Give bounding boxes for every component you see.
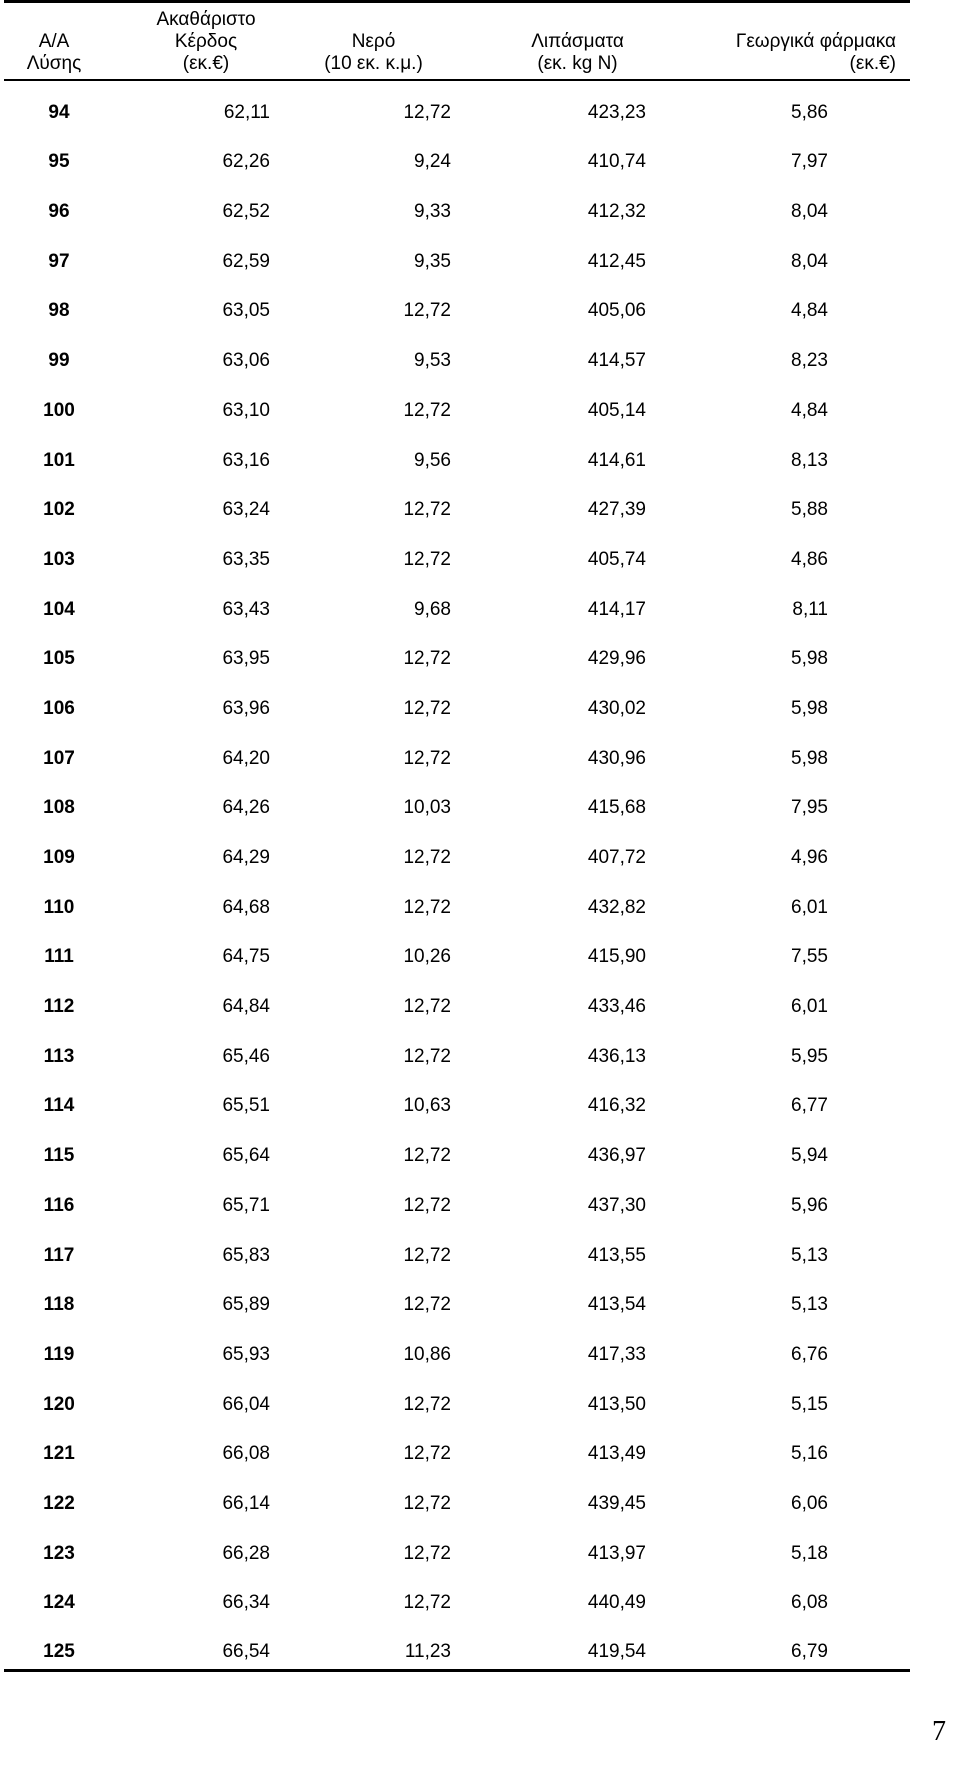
fertilizers-cell: 416,32 — [587, 1095, 646, 1117]
solution-id-cell: 114 — [43, 1095, 75, 1117]
fertilizers-cell: 437,30 — [587, 1194, 646, 1216]
header-water: Νερό (10 εκ. κ.μ.) — [272, 2, 465, 81]
pesticides-cell: 5,15 — [791, 1393, 828, 1415]
solution-id-cell: 122 — [43, 1492, 75, 1514]
water-cell: 12,72 — [403, 499, 451, 521]
water-cell: 10,63 — [403, 1095, 451, 1117]
solution-id-cell: 110 — [43, 896, 75, 918]
fertilizers-cell: 413,49 — [587, 1443, 646, 1465]
pesticides-cell: 6,06 — [791, 1492, 828, 1514]
water-cell: 9,24 — [414, 151, 451, 173]
pesticides-cell: 4,96 — [791, 847, 828, 868]
gross-profit-cell: 65,46 — [222, 1045, 270, 1067]
pesticides-cell: 8,11 — [792, 598, 828, 620]
fertilizers-cell: 405,74 — [587, 548, 646, 570]
gross-profit-cell: 66,54 — [104, 1620, 272, 1670]
table-row — [4, 1273, 910, 1323]
gross-profit-cell: 64,68 — [222, 896, 270, 918]
gross-profit-cell: 66,28 — [222, 1542, 270, 1564]
gross-profit-cell: 65,93 — [222, 1343, 270, 1365]
table-row — [4, 974, 910, 1024]
fertilizers-cell: 414,61 — [587, 449, 646, 471]
solution-id-cell: 96 — [48, 201, 70, 223]
page-number: 7 — [932, 1716, 946, 1747]
gross-profit-cell: 65,71 — [222, 1194, 270, 1216]
fertilizers-cell: 414,57 — [587, 350, 646, 372]
pesticides-cell: 5,16 — [791, 1443, 828, 1465]
solution-id-cell: 108 — [43, 797, 75, 819]
fertilizers-cell: 432,82 — [587, 896, 646, 918]
pesticides-cell: 7,55 — [791, 946, 828, 968]
gross-profit-cell: 65,83 — [222, 1244, 270, 1266]
solution-id-cell: 111 — [44, 946, 74, 968]
pesticides-cell: 5,96 — [791, 1194, 828, 1216]
gross-profit-cell: 64,29 — [222, 847, 270, 868]
water-cell: 12,72 — [403, 1194, 451, 1216]
table-row — [4, 428, 910, 478]
water-cell: 9,53 — [414, 350, 451, 372]
gross-profit-cell: 63,24 — [222, 499, 270, 521]
fertilizers-cell: 405,14 — [587, 399, 646, 421]
gross-profit-cell: 66,08 — [222, 1443, 270, 1465]
gross-profit-cell: 63,16 — [222, 449, 270, 471]
water-cell: 12,72 — [403, 1045, 451, 1067]
fertilizers-cell: 412,45 — [587, 250, 646, 272]
water-cell: 12,72 — [403, 1542, 451, 1564]
solution-id-cell: 125 — [4, 1620, 104, 1670]
water-cell: 12,72 — [403, 1145, 451, 1167]
fertilizers-cell: 427,39 — [587, 499, 646, 521]
solution-id-cell: 112 — [43, 996, 75, 1018]
fertilizers-cell: 436,13 — [587, 1045, 646, 1067]
header-row — [4, 2, 910, 81]
fertilizers-cell: 419,54 — [465, 1620, 650, 1670]
pesticides-cell: 4,84 — [791, 300, 828, 322]
gross-profit-cell: 65,64 — [222, 1145, 270, 1167]
pesticides-cell: 5,13 — [791, 1294, 828, 1316]
pesticides-cell: 5,86 — [791, 101, 828, 123]
pesticides-cell: 5,88 — [791, 499, 828, 521]
fertilizers-cell: 415,90 — [587, 946, 646, 968]
table-row — [4, 925, 910, 975]
solution-id-cell: 121 — [43, 1443, 75, 1465]
gross-profit-cell: 66,04 — [222, 1393, 270, 1415]
solution-id-cell: 116 — [43, 1194, 75, 1216]
solution-id-cell: 97 — [48, 250, 70, 272]
solution-id-cell: 124 — [43, 1592, 75, 1614]
gross-profit-cell: 63,10 — [222, 399, 270, 421]
water-cell: 12,72 — [403, 648, 451, 670]
table-row — [4, 726, 910, 776]
solution-id-cell: 104 — [43, 598, 75, 620]
water-cell: 9,33 — [414, 201, 451, 223]
water-cell: 12,72 — [403, 548, 451, 570]
solution-id-cell: 119 — [43, 1343, 75, 1365]
gross-profit-cell: 64,84 — [222, 996, 270, 1018]
water-cell: 12,72 — [403, 1443, 451, 1465]
solution-id-cell: 94 — [48, 101, 70, 123]
table-row — [4, 229, 910, 279]
pesticides-cell: 6,01 — [791, 996, 828, 1018]
solution-id-cell: 118 — [43, 1294, 75, 1316]
water-cell: 12,72 — [403, 101, 451, 123]
gross-profit-cell: 65,51 — [222, 1095, 270, 1117]
table-row — [4, 1322, 910, 1372]
solution-id-cell: 109 — [43, 847, 75, 868]
header-fertilizers: Λιπάσματα (εκ. kg N) — [465, 2, 650, 81]
solution-id-cell: 105 — [43, 648, 75, 670]
gross-profit-cell: 63,43 — [222, 598, 270, 620]
fertilizers-cell: 413,97 — [587, 1542, 646, 1564]
table-row — [4, 1074, 910, 1124]
gross-profit-cell: 62,11 — [223, 101, 270, 123]
water-cell: 10,26 — [403, 946, 451, 968]
fertilizers-cell: 430,96 — [587, 747, 646, 769]
water-cell: 9,56 — [414, 449, 451, 471]
header-gross-profit: Ακαθάριστο Κέρδος (εκ.€) — [104, 2, 272, 81]
table-row — [4, 1223, 910, 1273]
fertilizers-cell: 439,45 — [587, 1492, 646, 1514]
gross-profit-cell: 64,20 — [222, 747, 270, 769]
pesticides-cell: 5,98 — [791, 648, 828, 670]
fertilizers-cell: 433,46 — [587, 996, 646, 1018]
table-row — [4, 1173, 910, 1223]
gross-profit-cell: 64,75 — [222, 946, 270, 968]
pesticides-cell: 6,79 — [650, 1620, 910, 1670]
table-row — [4, 1372, 910, 1422]
solution-id-cell: 120 — [43, 1393, 75, 1415]
fertilizers-cell: 410,74 — [587, 151, 646, 173]
pesticides-cell: 6,77 — [791, 1095, 828, 1117]
water-cell: 12,72 — [403, 1592, 451, 1614]
water-cell: 10,86 — [403, 1343, 451, 1365]
solution-id-cell: 106 — [43, 697, 75, 719]
fertilizers-cell: 412,32 — [587, 201, 646, 223]
pesticides-cell: 5,18 — [791, 1542, 828, 1564]
water-cell: 12,72 — [403, 1294, 451, 1316]
solution-id-cell: 99 — [48, 350, 70, 372]
table-row — [4, 1471, 910, 1521]
pesticides-cell: 5,98 — [791, 697, 828, 719]
fertilizers-cell: 429,96 — [587, 648, 646, 670]
pesticides-cell: 7,95 — [791, 797, 828, 819]
solution-id-cell: 95 — [48, 151, 70, 173]
fertilizers-cell: 414,17 — [587, 598, 646, 620]
table-row — [4, 328, 910, 378]
table-row — [4, 1024, 910, 1074]
table-row — [4, 627, 910, 677]
pesticides-cell: 5,98 — [791, 747, 828, 769]
table-header — [4, 2, 910, 81]
table-row — [4, 1422, 910, 1472]
solution-id-cell: 102 — [43, 499, 75, 521]
table-row — [4, 179, 910, 229]
water-cell: 12,72 — [403, 747, 451, 769]
solution-id-cell: 113 — [43, 1045, 75, 1067]
table-row — [4, 279, 910, 329]
water-cell: 10,03 — [403, 797, 451, 819]
pesticides-cell: 7,97 — [791, 151, 828, 173]
water-cell: 12,72 — [403, 896, 451, 918]
fertilizers-cell: 415,68 — [587, 797, 646, 819]
water-cell: 12,72 — [403, 697, 451, 719]
pesticides-cell: 5,13 — [791, 1244, 828, 1266]
solution-id-cell: 100 — [43, 399, 75, 421]
fertilizers-cell: 413,54 — [587, 1294, 646, 1316]
solution-id-cell: 103 — [43, 548, 75, 570]
fertilizers-cell: 405,06 — [587, 300, 646, 322]
solution-id-cell: 107 — [43, 747, 75, 769]
table-row — [4, 80, 910, 130]
solution-id-cell: 123 — [43, 1542, 75, 1564]
table-row — [4, 130, 910, 180]
solution-id-cell: 117 — [43, 1244, 75, 1266]
fertilizers-cell: 423,23 — [587, 101, 646, 123]
pesticides-cell: 6,08 — [791, 1592, 828, 1614]
pesticides-cell: 8,04 — [791, 201, 828, 223]
gross-profit-cell: 66,14 — [222, 1492, 270, 1514]
water-cell: 12,72 — [403, 1492, 451, 1514]
table-row — [4, 676, 910, 726]
table-row — [4, 825, 910, 875]
gross-profit-cell: 63,06 — [222, 350, 270, 372]
water-cell: 12,72 — [403, 300, 451, 322]
water-cell: 12,72 — [403, 1393, 451, 1415]
fertilizers-cell: 413,55 — [587, 1244, 646, 1266]
header-solution-id: Α/Α Λύσης — [4, 2, 104, 81]
table-row — [4, 1521, 910, 1571]
pesticides-cell: 6,76 — [791, 1343, 828, 1365]
gross-profit-cell: 66,34 — [222, 1592, 270, 1614]
table-row — [4, 1571, 910, 1621]
header-pesticides: Γεωργικά φάρμακα (εκ.€) — [650, 2, 910, 81]
water-cell: 12,72 — [403, 1244, 451, 1266]
water-cell: 12,72 — [403, 996, 451, 1018]
table-row — [4, 1123, 910, 1173]
gross-profit-cell: 63,95 — [222, 648, 270, 670]
fertilizers-cell: 430,02 — [587, 697, 646, 719]
gross-profit-cell: 63,96 — [222, 697, 270, 719]
pesticides-cell: 5,95 — [791, 1045, 828, 1067]
water-cell: 12,72 — [403, 847, 451, 868]
table-row — [4, 577, 910, 627]
fertilizers-cell: 417,33 — [587, 1343, 646, 1365]
pesticides-cell: 8,13 — [791, 449, 828, 471]
fertilizers-cell: 413,50 — [587, 1393, 646, 1415]
water-cell: 9,68 — [414, 598, 451, 620]
table-row — [4, 1620, 910, 1670]
gross-profit-cell: 62,59 — [222, 250, 270, 272]
table-row — [4, 478, 910, 528]
fertilizers-cell: 436,97 — [587, 1145, 646, 1167]
gross-profit-cell: 64,26 — [222, 797, 270, 819]
table-row — [4, 875, 910, 925]
gross-profit-cell: 62,52 — [222, 201, 270, 223]
pesticides-cell: 6,01 — [791, 896, 828, 918]
pesticides-cell: 8,04 — [791, 250, 828, 272]
table-row — [4, 527, 910, 577]
fertilizers-cell: 440,49 — [587, 1592, 646, 1614]
table-row — [4, 776, 910, 826]
water-cell: 12,72 — [403, 399, 451, 421]
table-row — [4, 378, 910, 428]
water-cell: 11,23 — [272, 1620, 465, 1670]
water-cell: 9,35 — [414, 250, 451, 272]
pesticides-cell: 5,94 — [791, 1145, 828, 1167]
pesticides-cell: 4,84 — [791, 399, 828, 421]
fertilizers-cell: 407,72 — [587, 847, 646, 868]
results-table — [4, 0, 910, 1672]
gross-profit-cell: 63,05 — [222, 300, 270, 322]
pesticides-cell: 4,86 — [791, 548, 828, 570]
gross-profit-cell: 62,26 — [222, 151, 270, 173]
table-body — [4, 80, 910, 1670]
solution-id-cell: 115 — [43, 1145, 75, 1167]
solution-id-cell: 101 — [43, 449, 75, 471]
gross-profit-cell: 65,89 — [222, 1294, 270, 1316]
solution-id-cell: 98 — [48, 300, 70, 322]
pesticides-cell: 8,23 — [791, 350, 828, 372]
gross-profit-cell: 63,35 — [222, 548, 270, 570]
